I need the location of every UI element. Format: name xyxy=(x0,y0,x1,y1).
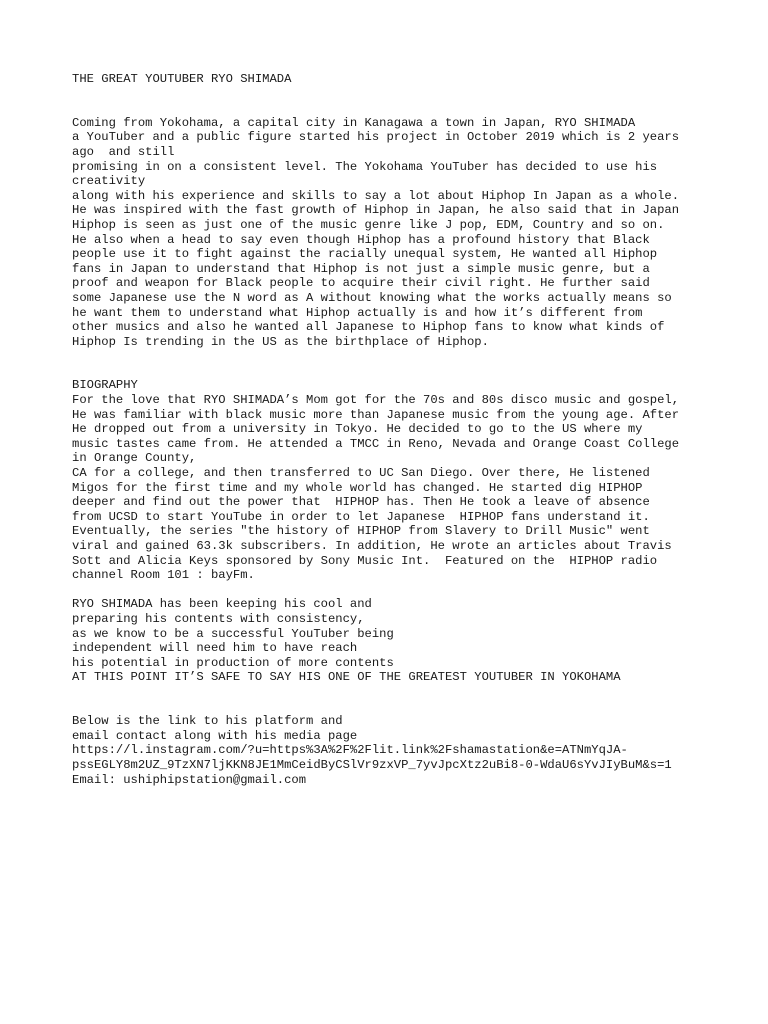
document-body xyxy=(72,72,732,787)
intro-line: he want them to understand what Hiphop actually is and how it’s different from xyxy=(72,305,643,320)
intro-line: Coming from Yokohama, a capital city in Kanagawa a town in Japan, RYO SHIMADA xyxy=(72,115,636,130)
contact-line: email contact along with his media page xyxy=(72,728,358,743)
closing-line: AT THIS POINT IT’S SAFE TO SAY HIS ONE OF THE GREATEST YOUTUBER IN YOKOHAMA xyxy=(72,670,621,685)
intro-line: He was inspired with the fast growth of Hiphop in Japan, he also said that in Japan xyxy=(72,203,680,218)
intro-line: proof and weapon for Black people to acquire their civil right. He further said xyxy=(72,276,650,291)
intro-line: promising in on a consistent level. The Yokohama YouTuber has decided to use his xyxy=(72,159,658,174)
biography-line: music tastes came from. He attended a TMCC in Reno, Nevada and Orange Coast College xyxy=(72,436,680,451)
biography-section xyxy=(72,378,732,582)
intro-paragraph xyxy=(72,116,732,350)
intro-line: Hiphop is seen as just one of the music genre like J pop, EDM, Country and so on. xyxy=(72,217,665,232)
biography-line: viral and gained 63.3k subscribers. In addition, He wrote an articles about Travis xyxy=(72,539,672,553)
closing-line: independent will need him to have reach xyxy=(72,641,358,656)
intro-line: ago and still xyxy=(72,144,175,159)
paragraph-spacer xyxy=(72,349,732,378)
biography-line: For the love that RYO SHIMADA’s Mom got for the 70s and 80s disco music and gospel, xyxy=(72,393,680,408)
paragraph-spacer xyxy=(72,685,732,714)
intro-line: creativity xyxy=(72,174,146,189)
biography-line: He was familiar with black music more than Japanese music from the young age. After xyxy=(72,407,680,422)
closing-line: RYO SHIMADA has been keeping his cool and xyxy=(72,597,372,612)
instagram-link-continued[interactable]: pssEGLY8m2UZ_9TzXN7ljKKN8JE1MmCeidByCSlVr9zxVP_7yvJpcXtz2uBi8-0-WdaU6sYvJIyBuM&s=1 xyxy=(72,757,672,772)
intro-line: a YouTuber and a public figure started his project in October 2019 which is 2 years xyxy=(72,130,680,145)
biography-line: CA for a college, and then transferred to UC San Diego. Over there, He listened xyxy=(72,466,650,481)
intro-line: He also when a head to say even though Hiphop has a profound history that Black xyxy=(72,232,650,247)
biography-line: in Orange County, xyxy=(72,451,197,466)
biography-heading: BIOGRAPHY xyxy=(72,378,138,393)
intro-line: people use it to fight against the racially unequal system, He wanted all Hiphop xyxy=(72,247,658,262)
contact-section xyxy=(72,714,732,787)
intro-line: fans in Japan to understand that Hiphop is not just a simple music genre, but a xyxy=(72,261,650,276)
biography-line: Eventually, the series "the history of HIPHOP from Slavery to Drill Music" went xyxy=(72,524,650,539)
closing-paragraph xyxy=(72,597,732,685)
intro-line: Hiphop Is trending in the US as the birthplace of Hiphop. xyxy=(72,334,489,349)
closing-line: preparing his contents with consistency, xyxy=(72,611,365,626)
biography-line: channel Room 101 : bayFm. xyxy=(72,568,255,583)
email-contact[interactable]: Email: ushiphipstation@gmail.com xyxy=(72,772,307,787)
biography-line: He dropped out from a university in Tokyo. He decided to go to the US where my xyxy=(72,422,643,437)
instagram-link[interactable]: https://l.instagram.com/?u=https%3A%2F%2Flit.link%2Fshamastation&e=ATNmYqJA- xyxy=(72,743,628,758)
document-title: THE GREAT YOUTUBER RYO SHIMADA xyxy=(72,72,292,86)
biography-line: deeper and find out the power that HIPHOP has. Then He took a leave of absence xyxy=(72,495,650,510)
biography-line: from UCSD to start YouTube in order to let Japanese HIPHOP fans understand it. xyxy=(72,509,650,524)
biography-line: Sott and Alicia Keys sponsored by Sony Music Int. Featured on the HIPHOP radio xyxy=(72,553,658,568)
intro-line: some Japanese use the N word as A without knowing what the works actually means so xyxy=(72,290,672,305)
intro-line: along with his experience and skills to say a lot about Hiphop In Japan as a whole. xyxy=(72,188,680,203)
paragraph-spacer xyxy=(72,583,732,598)
closing-line: as we know to be a successful YouTuber being xyxy=(72,626,394,641)
intro-line: other musics and also he wanted all Japanese to Hiphop fans to know what kinds of xyxy=(72,320,665,335)
biography-line: Migos for the first time and my whole world has changed. He started dig HIPHOP xyxy=(72,480,643,495)
contact-line: Below is the link to his platform and xyxy=(72,714,343,729)
closing-line: his potential in production of more contents xyxy=(72,655,394,670)
